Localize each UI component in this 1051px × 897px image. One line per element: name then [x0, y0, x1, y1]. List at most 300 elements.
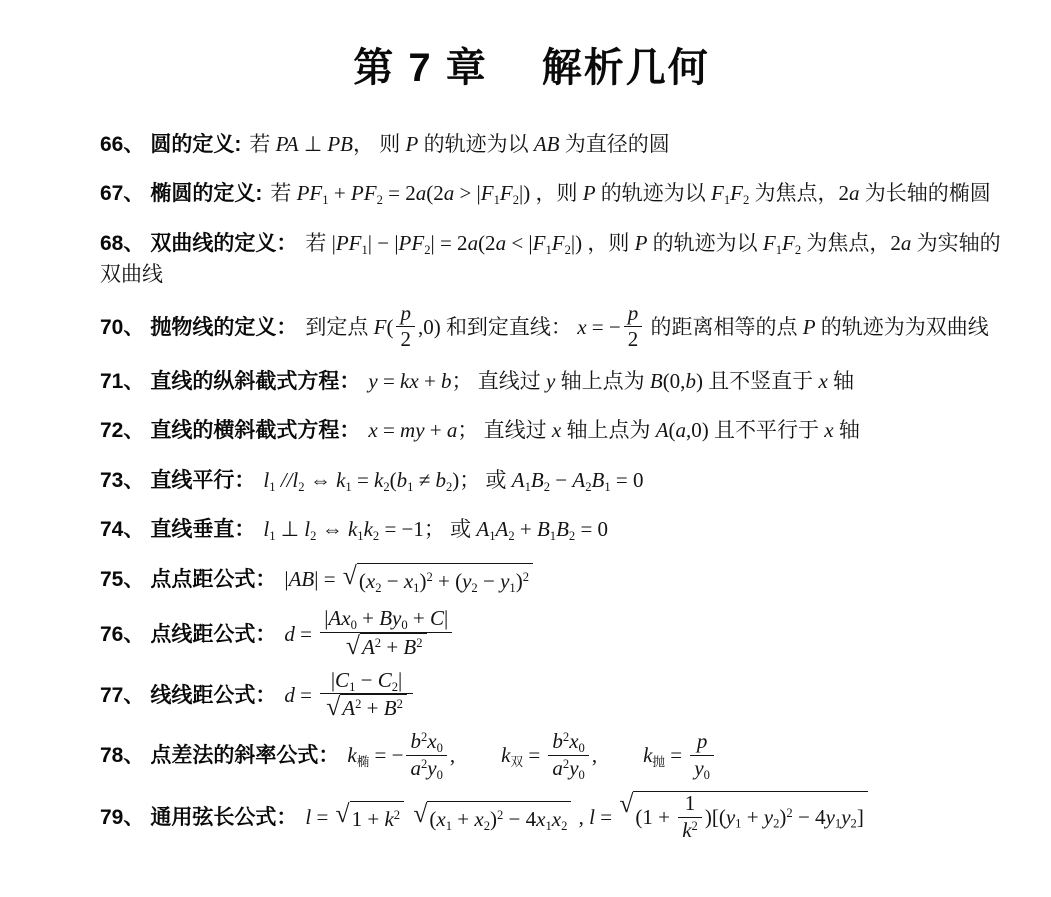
fraction-numerator	[320, 607, 452, 633]
math-italic: a	[467, 230, 479, 255]
formula-item	[100, 789, 1007, 845]
subscript: 1	[322, 193, 329, 208]
chinese-text: 且不竖直于	[702, 368, 819, 393]
math-roman: 2	[627, 327, 639, 352]
chapter-name: 解析几何	[541, 46, 710, 90]
math-italic: B	[530, 467, 544, 492]
subscript: 2	[794, 242, 802, 257]
math-italic: A	[655, 418, 669, 443]
math-italic: x	[427, 729, 437, 754]
radical-icon: √	[413, 799, 428, 829]
formula-item	[100, 561, 1007, 598]
chinese-text: ； 或	[423, 517, 477, 542]
math-italic: A	[572, 467, 586, 492]
fraction	[624, 302, 643, 352]
math-italic: b	[552, 729, 563, 754]
math-italic: F	[730, 181, 743, 206]
math-italic: Ax	[328, 606, 351, 631]
item-formula	[263, 468, 643, 492]
math-roman: +	[418, 368, 442, 393]
square-root	[336, 801, 405, 834]
superscript: 2	[374, 636, 382, 651]
formula-item	[100, 465, 1007, 496]
math-roman: +	[407, 606, 431, 631]
math-roman: +	[514, 517, 537, 542]
item-number: 67、	[100, 182, 145, 206]
math-italic: y	[368, 368, 378, 393]
fraction-denominator	[396, 327, 415, 352]
math-roman: =	[377, 368, 401, 393]
subscript: 1	[545, 818, 552, 833]
item-formula	[368, 418, 860, 442]
superscript: 2	[355, 697, 362, 712]
fraction-numerator	[678, 792, 702, 818]
item-label: 抛物线的定义：	[150, 315, 298, 339]
math-roman: + (	[432, 569, 463, 593]
subscript: 0	[401, 618, 408, 633]
math-roman: 1	[684, 791, 696, 816]
math-roman: = −	[369, 743, 404, 768]
math-roman: = 0	[575, 517, 609, 542]
subscript: 2	[564, 242, 571, 257]
superscript: 2	[416, 636, 423, 651]
math-roman: (0,	[662, 368, 686, 393]
math-roman: (	[386, 314, 394, 339]
chinese-text: ， 则	[353, 132, 406, 156]
item-number: 71、	[100, 369, 145, 393]
chinese-text: 为直径的圆	[559, 132, 670, 156]
fraction	[406, 730, 446, 780]
math-roman: ⇔	[304, 467, 337, 492]
math-italic: p	[400, 300, 411, 325]
chinese-text: 为焦点，	[801, 230, 891, 255]
math-italic: k	[363, 517, 373, 542]
math-roman: =	[294, 683, 318, 708]
math-italic: a	[446, 418, 458, 443]
fraction-denominator	[320, 694, 413, 722]
fraction-numerator	[548, 730, 588, 756]
radical-icon: √	[342, 561, 357, 590]
chinese-text: ，则	[530, 181, 583, 206]
math-italic: a	[900, 230, 912, 255]
item-formula	[284, 561, 535, 595]
math-italic: my	[400, 418, 425, 443]
math-italic: F	[480, 181, 494, 206]
math-roman: +	[361, 696, 384, 721]
subscript: 2	[383, 479, 390, 494]
math-italic: k	[347, 517, 358, 542]
math-italic: F	[782, 230, 795, 255]
subscript: 1	[545, 242, 552, 257]
subscript: 2	[850, 816, 857, 831]
math-italic: B	[403, 634, 417, 659]
item-number: 77、	[100, 684, 145, 708]
math-italic: A	[511, 467, 525, 492]
radicand	[357, 563, 533, 596]
math-italic: A	[495, 517, 509, 542]
superscript: 2	[420, 756, 428, 771]
subscript: 1	[349, 679, 356, 694]
math-roman: )	[515, 569, 523, 593]
formula-list	[100, 129, 1007, 845]
subscript: 2	[298, 479, 305, 494]
subscript: 0	[350, 618, 357, 633]
math-roman: 2	[890, 230, 901, 255]
math-italic: B	[556, 517, 569, 542]
math-roman: (2	[478, 230, 496, 255]
math-roman: =	[523, 743, 546, 768]
math-roman: |)	[519, 181, 531, 206]
math-italic: By	[379, 606, 402, 631]
item-label: 点差法的斜率公式：	[150, 744, 340, 768]
math-italic: kx	[400, 368, 419, 393]
math-italic: a	[443, 181, 455, 206]
subscript: 2	[561, 818, 568, 833]
math-italic: x	[365, 569, 376, 593]
radicand	[633, 791, 867, 844]
superscript: 2	[426, 570, 433, 585]
math-roman: =	[377, 418, 401, 443]
math-roman: | =	[314, 566, 341, 591]
chinese-text: 的距离相等的点	[645, 314, 803, 339]
math-italic: k	[374, 467, 384, 492]
formula-item	[100, 129, 1007, 160]
math-roman: )	[489, 807, 497, 832]
math-italic: y	[825, 805, 835, 830]
math-italic: C	[335, 667, 350, 692]
math-roman	[406, 805, 411, 829]
formula-item	[100, 178, 1007, 209]
item-formula	[249, 132, 669, 156]
math-italic: B	[383, 696, 397, 721]
math-roman: )	[452, 467, 460, 492]
subscript: 1	[345, 479, 352, 494]
fraction-numerator	[624, 302, 643, 328]
fraction-denominator	[320, 630, 452, 661]
math-italic: P	[802, 314, 816, 339]
math-roman: |	[398, 667, 403, 692]
math-italic: x	[818, 368, 828, 393]
item-label: 直线平行：	[150, 468, 256, 492]
math-italic: F	[499, 181, 513, 206]
math-roman: +	[452, 807, 475, 832]
item-number: 68、	[100, 231, 145, 255]
subscript: 1	[413, 580, 420, 595]
math-italic: l	[263, 467, 270, 492]
math-italic: P	[405, 132, 419, 156]
math-italic: k	[501, 743, 511, 768]
math-roman: ⊥	[275, 517, 305, 542]
math-roman: (	[429, 807, 437, 832]
math-italic: A	[361, 634, 375, 659]
math-italic: a	[410, 755, 421, 780]
math-roman: ,	[573, 804, 590, 829]
math-roman: < |	[506, 230, 533, 255]
subscript: 1	[269, 479, 276, 494]
math-roman: |)	[570, 230, 583, 255]
subscript: 2	[372, 528, 380, 543]
chinese-text: 到定点	[305, 314, 374, 339]
math-roman: 1 +	[351, 807, 385, 832]
math-roman: )	[419, 569, 427, 593]
fraction-denominator	[690, 756, 714, 781]
item-number: 75、	[100, 567, 145, 591]
fraction	[396, 302, 415, 352]
math-italic: y	[546, 368, 556, 393]
math-roman: (1 +	[635, 805, 676, 830]
math-roman: +	[424, 418, 447, 443]
math-italic: A	[476, 517, 490, 542]
math-italic: y	[841, 805, 851, 830]
fraction-numerator	[406, 730, 446, 756]
math-italic: x	[403, 569, 414, 593]
subscript: 0	[436, 767, 443, 782]
formula-item	[100, 667, 1007, 724]
math-italic: B	[649, 368, 663, 393]
radicand	[340, 694, 407, 721]
subscript: 2	[483, 818, 490, 833]
math-italic: //	[275, 467, 293, 492]
math-italic: y	[694, 755, 704, 780]
subscript: 2	[512, 193, 520, 208]
math-italic: B	[536, 517, 550, 542]
math-italic: PB	[327, 132, 354, 156]
square-root	[413, 801, 571, 834]
math-italic: F	[532, 230, 546, 255]
square-root	[343, 563, 533, 596]
item-number: 78、	[100, 744, 145, 768]
subscript: 0	[578, 741, 585, 756]
subscript: 1	[549, 528, 557, 543]
item-number: 76、	[100, 622, 145, 646]
subscript: 抛	[652, 754, 665, 769]
subscript: 1	[775, 242, 783, 257]
formula-item	[100, 606, 1007, 662]
superscript: 2	[420, 730, 428, 745]
chinese-text: 若	[249, 132, 276, 156]
math-roman: −	[355, 667, 378, 692]
math-italic: l	[589, 804, 595, 829]
subscript: 1	[735, 816, 742, 831]
math-italic: p	[627, 300, 639, 325]
math-italic: C	[377, 667, 392, 692]
radical-icon: √	[619, 789, 634, 819]
math-italic: l	[304, 517, 311, 542]
math-roman: 2	[838, 181, 850, 206]
math-italic: x	[569, 729, 579, 754]
chinese-text: ； 直线过	[457, 418, 552, 443]
math-roman: ⇔	[316, 517, 348, 542]
math-roman: 2	[400, 327, 411, 352]
formula-item	[100, 300, 1007, 354]
math-italic: l	[263, 517, 270, 542]
subscript: 2	[508, 528, 515, 543]
subscript: 2	[375, 580, 382, 595]
math-italic: x	[551, 807, 562, 832]
formula-item	[100, 228, 1007, 290]
math-roman: −	[477, 569, 501, 593]
item-label: 直线的横斜截式方程：	[150, 419, 361, 443]
math-roman: − 4	[503, 807, 537, 832]
math-italic: AB	[533, 132, 560, 156]
math-italic: k	[682, 817, 692, 842]
fraction-denominator	[548, 756, 588, 781]
square-root	[619, 791, 868, 844]
math-italic: y	[462, 569, 472, 593]
item-label: 双曲线的定义：	[150, 231, 298, 255]
math-roman: +	[328, 181, 351, 206]
math-italic: B	[591, 467, 605, 492]
math-italic: y	[725, 805, 736, 830]
math-italic: F	[373, 314, 387, 339]
subscript: 1	[361, 242, 368, 257]
math-italic: p	[696, 729, 708, 754]
subscript: 1	[357, 528, 364, 543]
subscript: 1	[445, 818, 453, 833]
chinese-text: 为焦点，	[749, 181, 839, 206]
fraction-denominator	[406, 756, 446, 781]
radicand	[360, 633, 427, 660]
subscript: 1	[269, 528, 276, 543]
math-italic: x	[474, 807, 484, 832]
item-formula	[284, 606, 455, 660]
item-number: 72、	[100, 419, 145, 443]
item-formula	[368, 369, 854, 393]
math-roman: (	[668, 418, 676, 443]
math-roman: −	[381, 569, 404, 593]
math-italic: A	[342, 696, 356, 721]
math-italic: a	[552, 755, 563, 780]
math-roman: −	[550, 467, 573, 492]
item-number: 79、	[100, 805, 145, 829]
subscript: 1	[509, 580, 516, 595]
item-label: 椭圆的定义:	[150, 182, 263, 206]
math-italic: y	[427, 755, 437, 780]
chapter-number: 第 7 章	[353, 46, 488, 90]
formula-item	[100, 729, 1007, 782]
math-roman: +	[381, 634, 404, 659]
subscript: 0	[436, 741, 443, 756]
math-italic: l	[292, 467, 299, 492]
math-roman: | − |	[367, 230, 399, 255]
chinese-text: 为长轴的椭圆	[859, 181, 991, 206]
item-number: 74、	[100, 518, 145, 542]
math-roman: ,	[449, 743, 456, 768]
math-italic: y	[569, 755, 579, 780]
math-roman: (2	[426, 181, 444, 206]
fraction	[320, 607, 452, 660]
radical-icon: √	[326, 692, 341, 722]
subscript: 2	[391, 679, 399, 694]
square-root	[345, 630, 427, 660]
math-italic: a	[675, 418, 687, 443]
superscript: 2	[396, 697, 403, 712]
math-italic: PA	[275, 132, 299, 156]
item-formula	[284, 667, 416, 722]
math-italic: PF	[350, 181, 377, 206]
math-italic: k	[384, 807, 394, 832]
math-italic: P	[634, 230, 648, 255]
subscript: 1	[834, 816, 842, 831]
math-italic: PF	[296, 181, 323, 206]
page-title	[100, 36, 963, 93]
subscript: 2	[543, 479, 551, 494]
item-formula	[305, 789, 869, 842]
math-roman: =	[294, 621, 318, 646]
subscript: 1	[723, 193, 731, 208]
math-roman: )	[779, 805, 787, 830]
math-roman: =	[665, 743, 688, 768]
math-roman: =	[351, 467, 375, 492]
math-italic: k	[347, 743, 357, 768]
chinese-text: 轴上点为	[555, 368, 650, 393]
subscript: 2	[773, 816, 780, 831]
item-label: 线线距公式：	[150, 684, 277, 708]
math-italic: d	[284, 621, 295, 646]
math-roman: |	[331, 230, 336, 255]
superscript: 2	[691, 818, 698, 833]
math-italic: C	[430, 606, 445, 631]
math-italic: k	[336, 467, 346, 492]
radicand	[427, 801, 571, 834]
radicand	[350, 801, 404, 834]
math-roman: ,0)	[417, 314, 441, 339]
subscript: 1	[604, 479, 611, 494]
item-number: 66、	[100, 133, 145, 156]
square-root	[326, 694, 407, 721]
subscript: 双	[510, 754, 524, 769]
chinese-text: 的轨迹为以	[418, 132, 534, 156]
item-label: 圆的定义:	[150, 133, 242, 156]
chinese-text: 且不平行于	[708, 418, 825, 443]
math-roman: = −1	[379, 517, 424, 542]
fraction-numerator	[320, 669, 413, 695]
math-italic: a	[495, 230, 507, 255]
math-roman: ]	[856, 805, 864, 830]
subscript: 1	[524, 479, 531, 494]
math-italic: P	[582, 181, 596, 206]
radical-icon: √	[345, 630, 360, 660]
superscript: 2	[562, 730, 570, 745]
math-italic: x	[577, 314, 587, 339]
chinese-text: 和到定直线：	[440, 314, 578, 339]
math-italic: l	[305, 804, 312, 829]
math-roman: ,0)	[686, 418, 709, 443]
math-italic: F	[551, 230, 565, 255]
math-roman: |	[330, 667, 336, 692]
subscript: 1	[493, 193, 500, 208]
math-roman: )[(	[704, 805, 726, 830]
item-formula	[270, 181, 991, 208]
subscript: 2	[310, 528, 317, 543]
math-roman: > |	[454, 181, 481, 206]
superscript: 2	[562, 756, 570, 771]
math-italic: x	[824, 418, 834, 443]
fraction-numerator	[396, 302, 415, 328]
superscript: 2	[496, 808, 504, 823]
math-italic: PF	[398, 230, 425, 255]
chinese-text: 轴	[827, 368, 855, 393]
fraction	[548, 730, 588, 780]
subscript: 2	[585, 479, 592, 494]
math-italic: b	[435, 467, 446, 492]
chinese-text: 的轨迹为为双曲线	[815, 314, 989, 339]
fraction	[320, 669, 413, 722]
chinese-text: 若	[305, 230, 332, 255]
chinese-text: 轴	[833, 418, 860, 443]
math-roman: +	[356, 606, 380, 631]
math-roman: |	[284, 566, 289, 591]
